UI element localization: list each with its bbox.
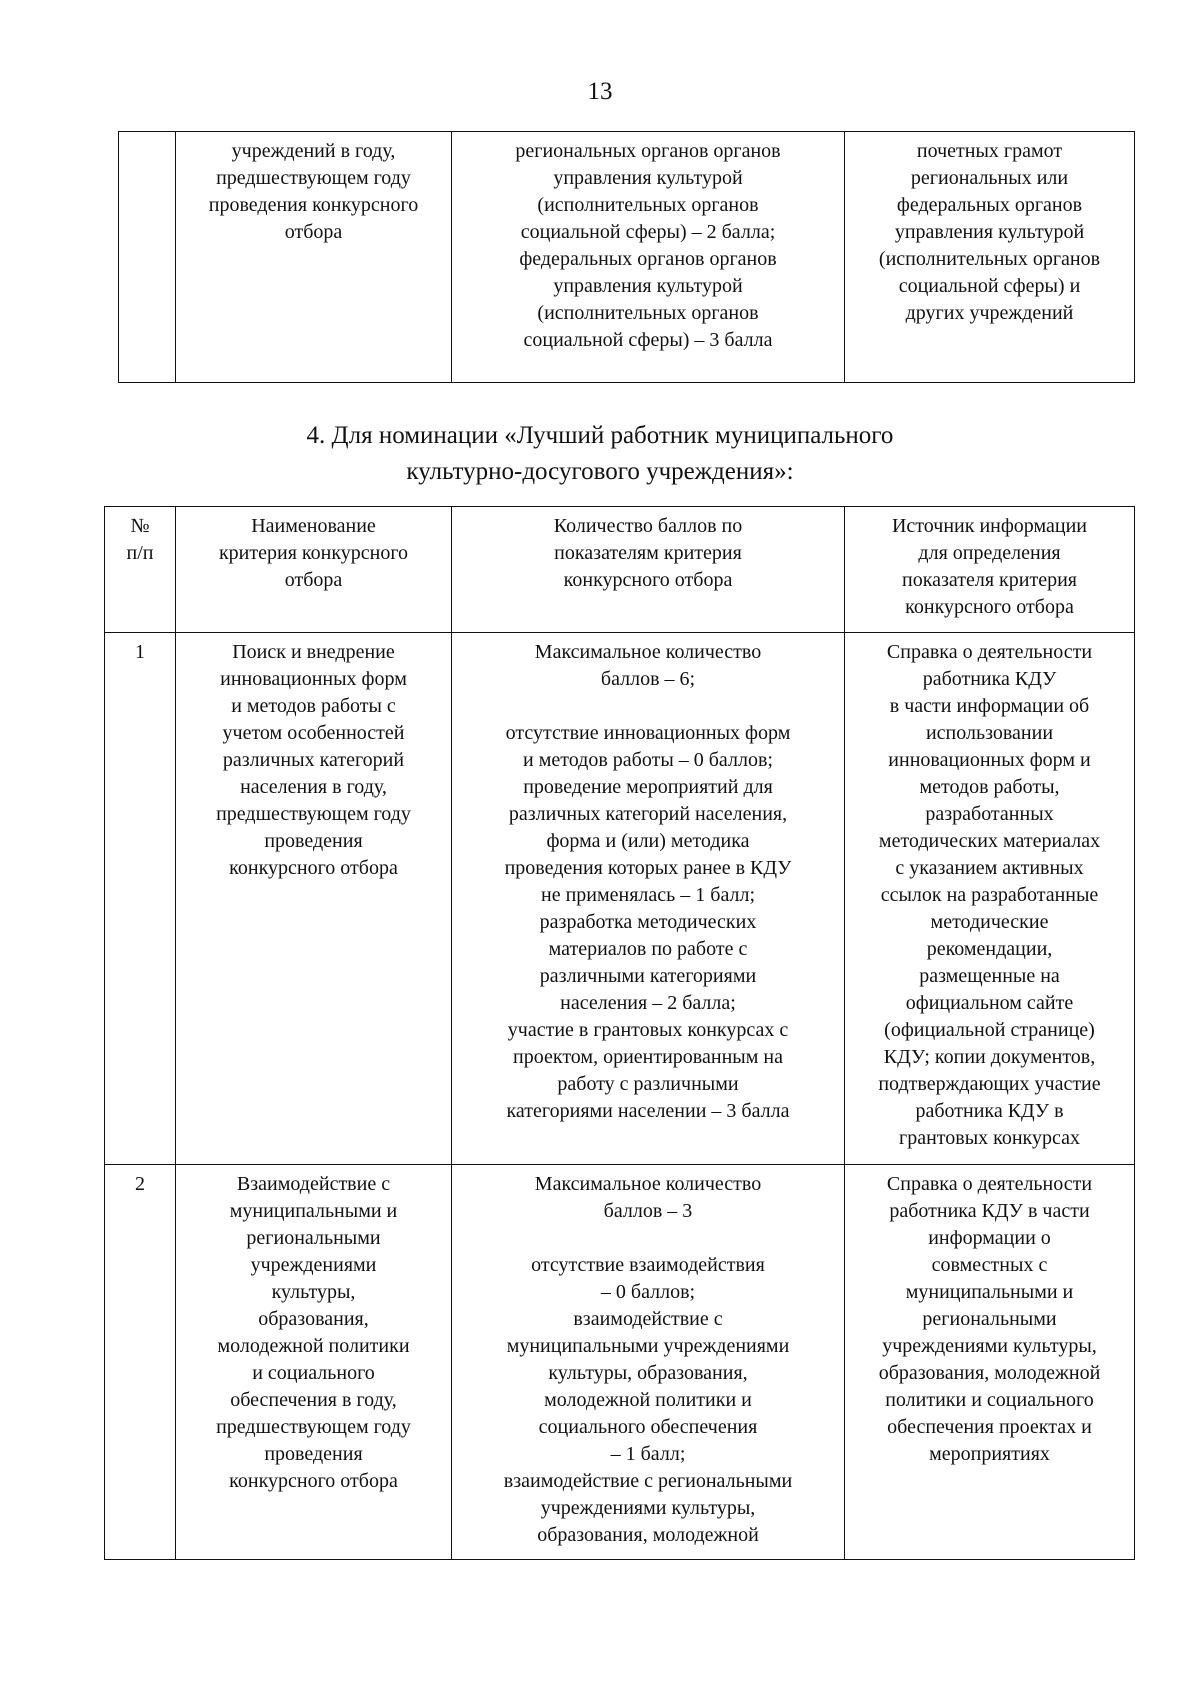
- text-line: различных категорий населения,: [508, 803, 788, 825]
- text-line: размещенные на: [919, 965, 1060, 987]
- text-line: региональными: [922, 1308, 1057, 1330]
- text-line: региональных органов органов: [515, 140, 781, 162]
- text-line: муниципальными учреждениями: [506, 1335, 790, 1357]
- text-line: федеральных органов органов: [519, 248, 777, 270]
- text-line: баллов – 3: [603, 1200, 693, 1222]
- text-line: (исполнительных органов: [537, 194, 759, 216]
- text-line: почетных грамот: [916, 140, 1063, 162]
- text-line: участие в грантовых конкурсах с: [507, 1019, 789, 1041]
- text-line: – 0 баллов;: [600, 1281, 696, 1303]
- table-row: [105, 1165, 1135, 1560]
- text-line: (официальной странице): [884, 1019, 1095, 1041]
- text-line: взаимодействие с региональными: [503, 1470, 793, 1492]
- points-cell: [452, 1165, 845, 1560]
- text-line: использовании: [925, 722, 1054, 744]
- continued-criteria-table: [118, 131, 1135, 383]
- text-line: материалов по работе с: [548, 938, 748, 960]
- text-line: социальной сферы) и: [898, 275, 1081, 297]
- text-line: методических материалах: [878, 830, 1101, 852]
- text-line: образования, молодежной: [878, 1362, 1101, 1384]
- text-line: мероприятиях: [929, 1443, 1050, 1465]
- points-cell: [452, 633, 845, 1165]
- text-line: официальном сайте: [905, 992, 1074, 1014]
- text-line: для определения: [918, 542, 1061, 564]
- table-header-row: [105, 507, 1135, 633]
- text-line: работника КДУ в части: [889, 1200, 1090, 1222]
- text-line: методические: [930, 911, 1049, 933]
- text-line: грантовых конкурсах: [899, 1127, 1080, 1149]
- source-cell: [845, 132, 1135, 383]
- text-line: образования, молодежной: [537, 1524, 759, 1546]
- source-cell: [845, 1165, 1135, 1560]
- text-line: культурно-досугового учреждения»:: [406, 458, 794, 485]
- text-line: учетом особенностей: [222, 722, 405, 744]
- text-line: Источник информации: [891, 515, 1088, 537]
- text-line: Максимальное количество: [534, 1173, 762, 1195]
- text-line: региональными: [246, 1227, 381, 1249]
- text-line: различных категорий: [222, 749, 405, 771]
- text-line: методов работы,: [919, 776, 1060, 798]
- points-max: [458, 1171, 838, 1225]
- text-line: критерия конкурсного: [218, 542, 409, 564]
- text-line: разработанных: [925, 803, 1054, 825]
- text-line: культуры, образования,: [548, 1362, 748, 1384]
- text-line: взаимодействие с: [573, 1308, 723, 1330]
- text-line: конкурсного отбора: [229, 1470, 398, 1492]
- text-line: конкурсного отбора: [229, 857, 398, 879]
- text-line: предшествующем году: [216, 167, 411, 189]
- text-line: Количество баллов по: [553, 515, 743, 537]
- text-line: отсутствие взаимодействия: [531, 1254, 765, 1276]
- criterion-cell: [176, 1165, 452, 1560]
- text-line: населения – 2 балла;: [560, 992, 736, 1014]
- table-row: [119, 132, 1135, 383]
- text-line: региональных или: [910, 167, 1069, 189]
- header-criterion: [176, 507, 452, 633]
- text-line: КДУ; копии документов,: [883, 1046, 1096, 1068]
- text-line: совместных с: [931, 1254, 1048, 1276]
- text-line: форма и (или) методика: [546, 830, 750, 852]
- text-line: проведения: [264, 830, 363, 852]
- text-line: молодежной политики и: [544, 1389, 752, 1411]
- text-line: не применялась – 1 балл;: [540, 884, 756, 906]
- text-line: муниципальными и: [229, 1200, 398, 1222]
- page-number: 13: [587, 78, 613, 105]
- header-source: [845, 507, 1135, 633]
- text-line: социальной сферы) – 3 балла: [523, 329, 773, 351]
- text-line: показателя критерия: [902, 569, 1077, 591]
- text-line: обеспечения в году,: [230, 1389, 397, 1411]
- text-line: категориями населении – 3 балла: [506, 1100, 790, 1122]
- text-line: социального обеспечения: [538, 1416, 758, 1438]
- text-line: с указанием активных: [895, 857, 1084, 879]
- text-line: п/п: [126, 542, 154, 564]
- text-line: культуры,: [271, 1281, 356, 1303]
- text-line: управления культурой: [553, 167, 743, 189]
- header-number: [105, 507, 176, 633]
- text-line: федеральных органов: [896, 194, 1083, 216]
- row-number-cell: 1: [105, 633, 176, 1165]
- points-cell: [452, 132, 845, 383]
- text-line: работу с различными: [557, 1073, 739, 1095]
- text-line: информации о: [928, 1227, 1051, 1249]
- points-scale: [458, 720, 838, 1125]
- text-line: показателям критерия: [554, 542, 742, 564]
- text-line: Взаимодействие с: [236, 1173, 391, 1195]
- text-line: управления культурой: [894, 221, 1085, 243]
- text-line: проведения которых ранее в КДУ: [504, 857, 792, 879]
- text-line: проектом, ориентированным на: [513, 1046, 783, 1068]
- text-line: отбора: [284, 569, 343, 591]
- text-line: работника КДУ: [922, 668, 1057, 690]
- text-line: Справка о деятельности: [886, 641, 1093, 663]
- text-line: инновационных форм: [220, 668, 407, 690]
- text-line: работника КДУ в: [915, 1100, 1064, 1122]
- text-line: управления культурой: [553, 275, 743, 297]
- text-line: отсутствие инновационных форм: [505, 722, 791, 744]
- text-line: разработка методических: [539, 911, 757, 933]
- text-line: и социального: [252, 1362, 375, 1384]
- nomination-criteria-table: [104, 506, 1135, 1560]
- text-line: предшествующем году: [216, 1416, 411, 1438]
- text-line: – 1 балл;: [610, 1443, 686, 1465]
- text-line: рекомендации,: [926, 938, 1053, 960]
- section-heading: [0, 418, 1200, 490]
- points-scale: [458, 1252, 838, 1549]
- criterion-cell: [176, 633, 452, 1165]
- text-line: Максимальное количество: [534, 641, 762, 663]
- text-line: социальной сферы) – 2 балла;: [520, 221, 776, 243]
- text-line: конкурсного отбора: [563, 569, 733, 591]
- text-line: учреждениями культуры,: [540, 1497, 756, 1519]
- text-line: баллов – 6;: [600, 668, 696, 690]
- points-max: [458, 639, 838, 693]
- text-line: (исполнительных органов: [537, 302, 759, 324]
- source-cell: [845, 633, 1135, 1165]
- criterion-cell: [176, 132, 452, 383]
- text-line: конкурсного отбора: [905, 596, 1074, 618]
- text-line: в части информации об: [889, 695, 1090, 717]
- text-line: проведение мероприятий для: [523, 776, 773, 798]
- text-line: и методов работы с: [231, 695, 396, 717]
- text-line: и методов работы – 0 баллов;: [523, 749, 773, 771]
- text-line: Наименование: [251, 515, 376, 537]
- text-line: ссылок на разработанные: [880, 884, 1099, 906]
- text-line: №: [130, 515, 150, 537]
- text-line: образования,: [258, 1308, 369, 1330]
- text-line: инновационных форм и: [888, 749, 1091, 771]
- table-row: [105, 633, 1135, 1165]
- text-line: Поиск и внедрение: [232, 641, 395, 663]
- text-line: различными категориями: [539, 965, 757, 987]
- text-line: учреждений в году,: [231, 140, 396, 162]
- header-points: [452, 507, 845, 633]
- row-number-cell: [119, 132, 176, 383]
- text-line: предшествующем году: [216, 803, 411, 825]
- text-line: проведения конкурсного: [208, 194, 419, 216]
- text-line: обеспечения проектах и: [887, 1416, 1092, 1438]
- text-line: учреждениями культуры,: [882, 1335, 1097, 1357]
- text-line: 4. Для номинации «Лучший работник муниципального: [306, 422, 894, 449]
- text-line: других учреждений: [905, 302, 1074, 324]
- text-line: Справка о деятельности: [886, 1173, 1093, 1195]
- text-line: молодежной политики: [217, 1335, 410, 1357]
- row-number-cell: 2: [105, 1165, 176, 1560]
- text-line: подтверждающих участие: [878, 1073, 1101, 1095]
- text-line: проведения: [264, 1443, 363, 1465]
- text-line: населения в году,: [240, 776, 387, 798]
- text-line: учреждениями: [250, 1254, 377, 1276]
- text-line: отбора: [284, 221, 343, 243]
- text-line: политики и социального: [885, 1389, 1094, 1411]
- text-line: (исполнительных органов: [878, 248, 1101, 270]
- text-line: муниципальными и: [905, 1281, 1074, 1303]
